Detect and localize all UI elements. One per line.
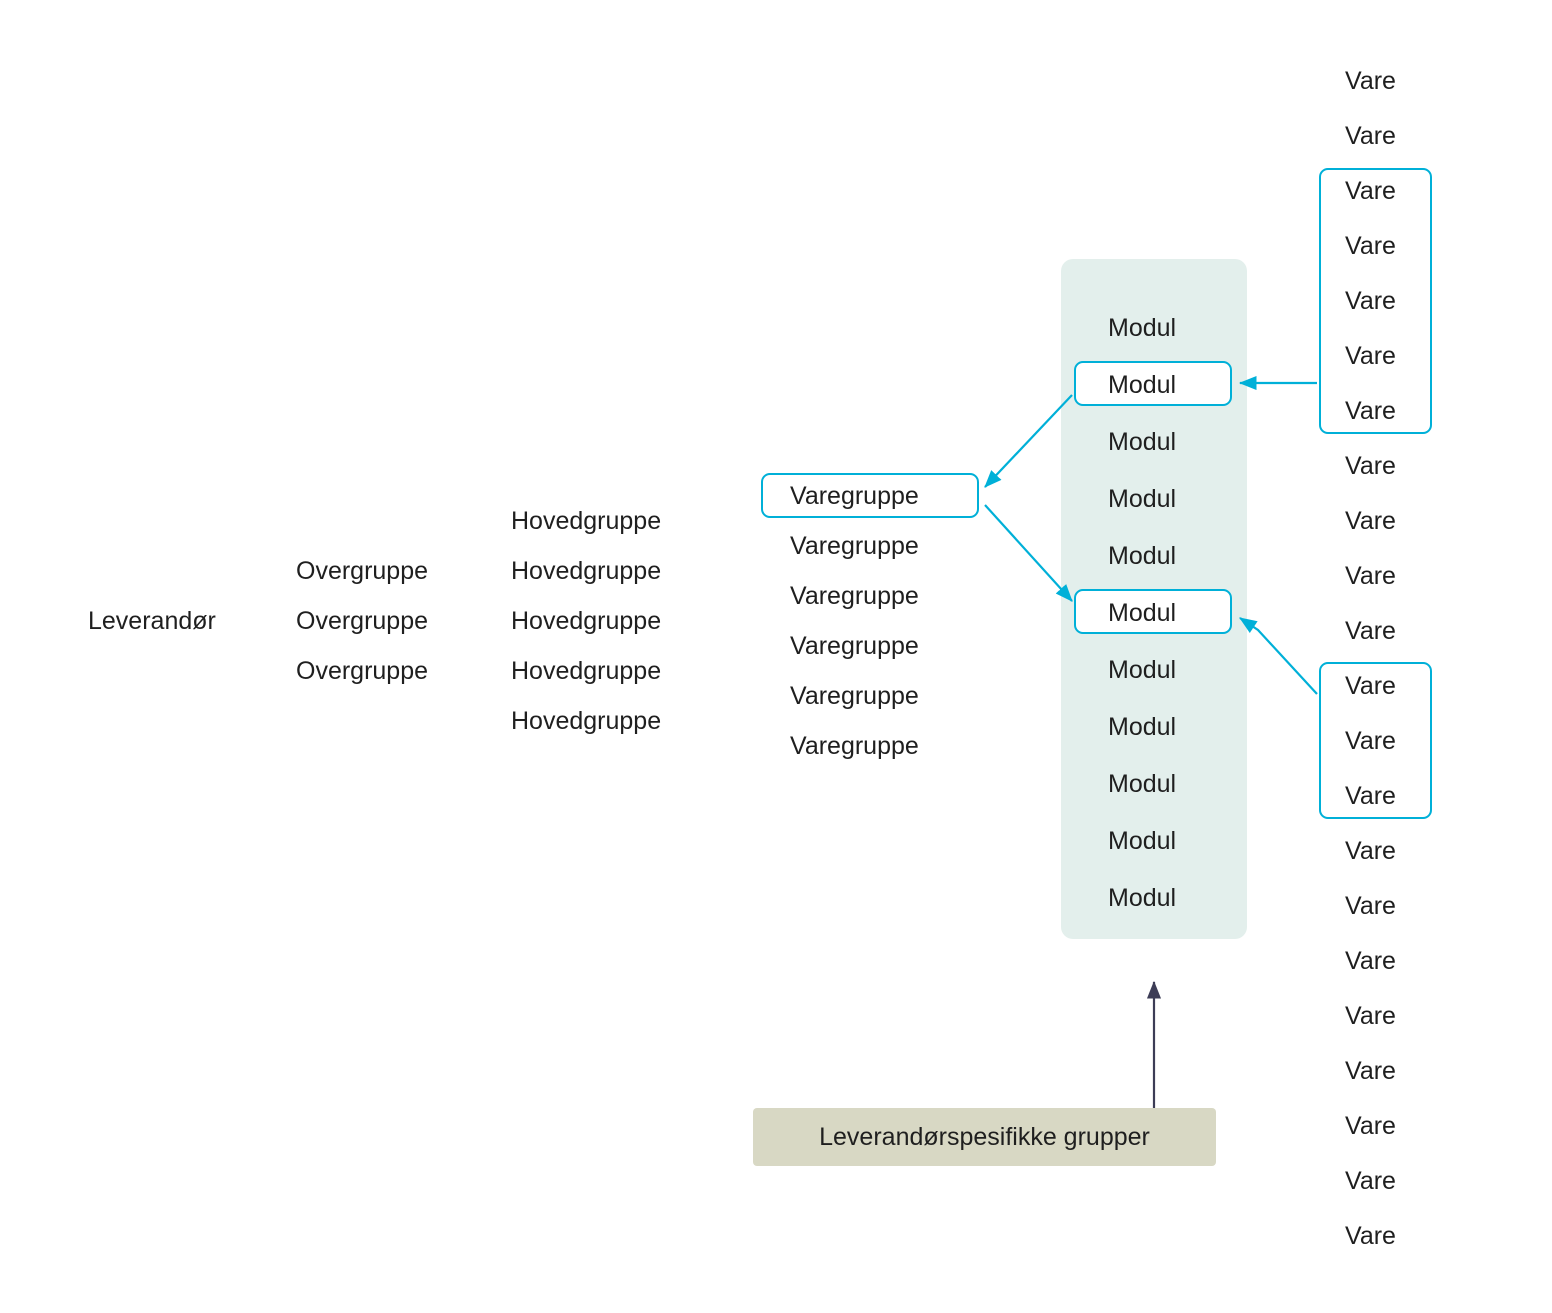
modul-item: Modul <box>1108 827 1177 855</box>
leverandorspesifikke-grupper-tag[interactable] <box>753 1108 1216 1166</box>
modul-item-highlighted[interactable]: Modul <box>1108 371 1177 399</box>
vare-item: Vare <box>1345 1002 1396 1030</box>
hovedgruppe-item: Hovedgruppe <box>511 707 662 735</box>
hovedgruppe-item: Hovedgruppe <box>511 607 662 635</box>
vare-item-grouped: Vare <box>1345 727 1396 755</box>
modul-item: Modul <box>1108 485 1177 513</box>
hovedgruppe-item: Hovedgruppe <box>511 657 662 685</box>
vare-item: Vare <box>1345 507 1396 535</box>
overgruppe-item: Overgruppe <box>296 607 429 635</box>
vare-item-grouped: Vare <box>1345 232 1396 260</box>
vare-item-grouped: Vare <box>1345 177 1396 205</box>
modul-item: Modul <box>1108 428 1177 456</box>
vare-item: Vare <box>1345 67 1396 95</box>
varegruppe-item: Varegruppe <box>790 732 919 760</box>
overgruppe-item: Overgruppe <box>296 657 429 685</box>
leverandorspesifikke-grupper-label: Leverandørspesifikke grupper <box>819 1122 1150 1151</box>
vare-item-grouped: Vare <box>1345 342 1396 370</box>
vare-item: Vare <box>1345 617 1396 645</box>
overgruppe-item: Overgruppe <box>296 557 429 585</box>
varegruppe-item: Varegruppe <box>790 582 919 610</box>
vare-item: Vare <box>1345 1222 1396 1250</box>
vare-item-grouped: Vare <box>1345 672 1396 700</box>
vare-item: Vare <box>1345 1112 1396 1140</box>
vare-item: Vare <box>1345 1057 1396 1085</box>
varegruppe-item-highlighted[interactable]: Varegruppe <box>790 482 919 510</box>
varegruppe-item: Varegruppe <box>790 532 919 560</box>
vare-item-grouped: Vare <box>1345 287 1396 315</box>
vare-item: Vare <box>1345 452 1396 480</box>
vare-item: Vare <box>1345 947 1396 975</box>
modul-item: Modul <box>1108 770 1177 798</box>
modul-item: Modul <box>1108 884 1177 912</box>
vare-item-grouped: Vare <box>1345 782 1396 810</box>
modul-item: Modul <box>1108 656 1177 684</box>
modul-item: Modul <box>1108 542 1177 570</box>
modul-item: Modul <box>1108 713 1177 741</box>
modul-item: Modul <box>1108 314 1177 342</box>
leverandor-label: Leverandør <box>88 607 216 635</box>
vare-item: Vare <box>1345 122 1396 150</box>
modul-item-highlighted[interactable]: Modul <box>1108 599 1177 627</box>
vare-item: Vare <box>1345 837 1396 865</box>
vare-item: Vare <box>1345 892 1396 920</box>
hovedgruppe-item: Hovedgruppe <box>511 507 662 535</box>
vare-item: Vare <box>1345 1167 1396 1195</box>
vare-item: Vare <box>1345 562 1396 590</box>
vare-item-grouped: Vare <box>1345 397 1396 425</box>
varegruppe-item: Varegruppe <box>790 632 919 660</box>
hovedgruppe-item: Hovedgruppe <box>511 557 662 585</box>
varegruppe-item: Varegruppe <box>790 682 919 710</box>
